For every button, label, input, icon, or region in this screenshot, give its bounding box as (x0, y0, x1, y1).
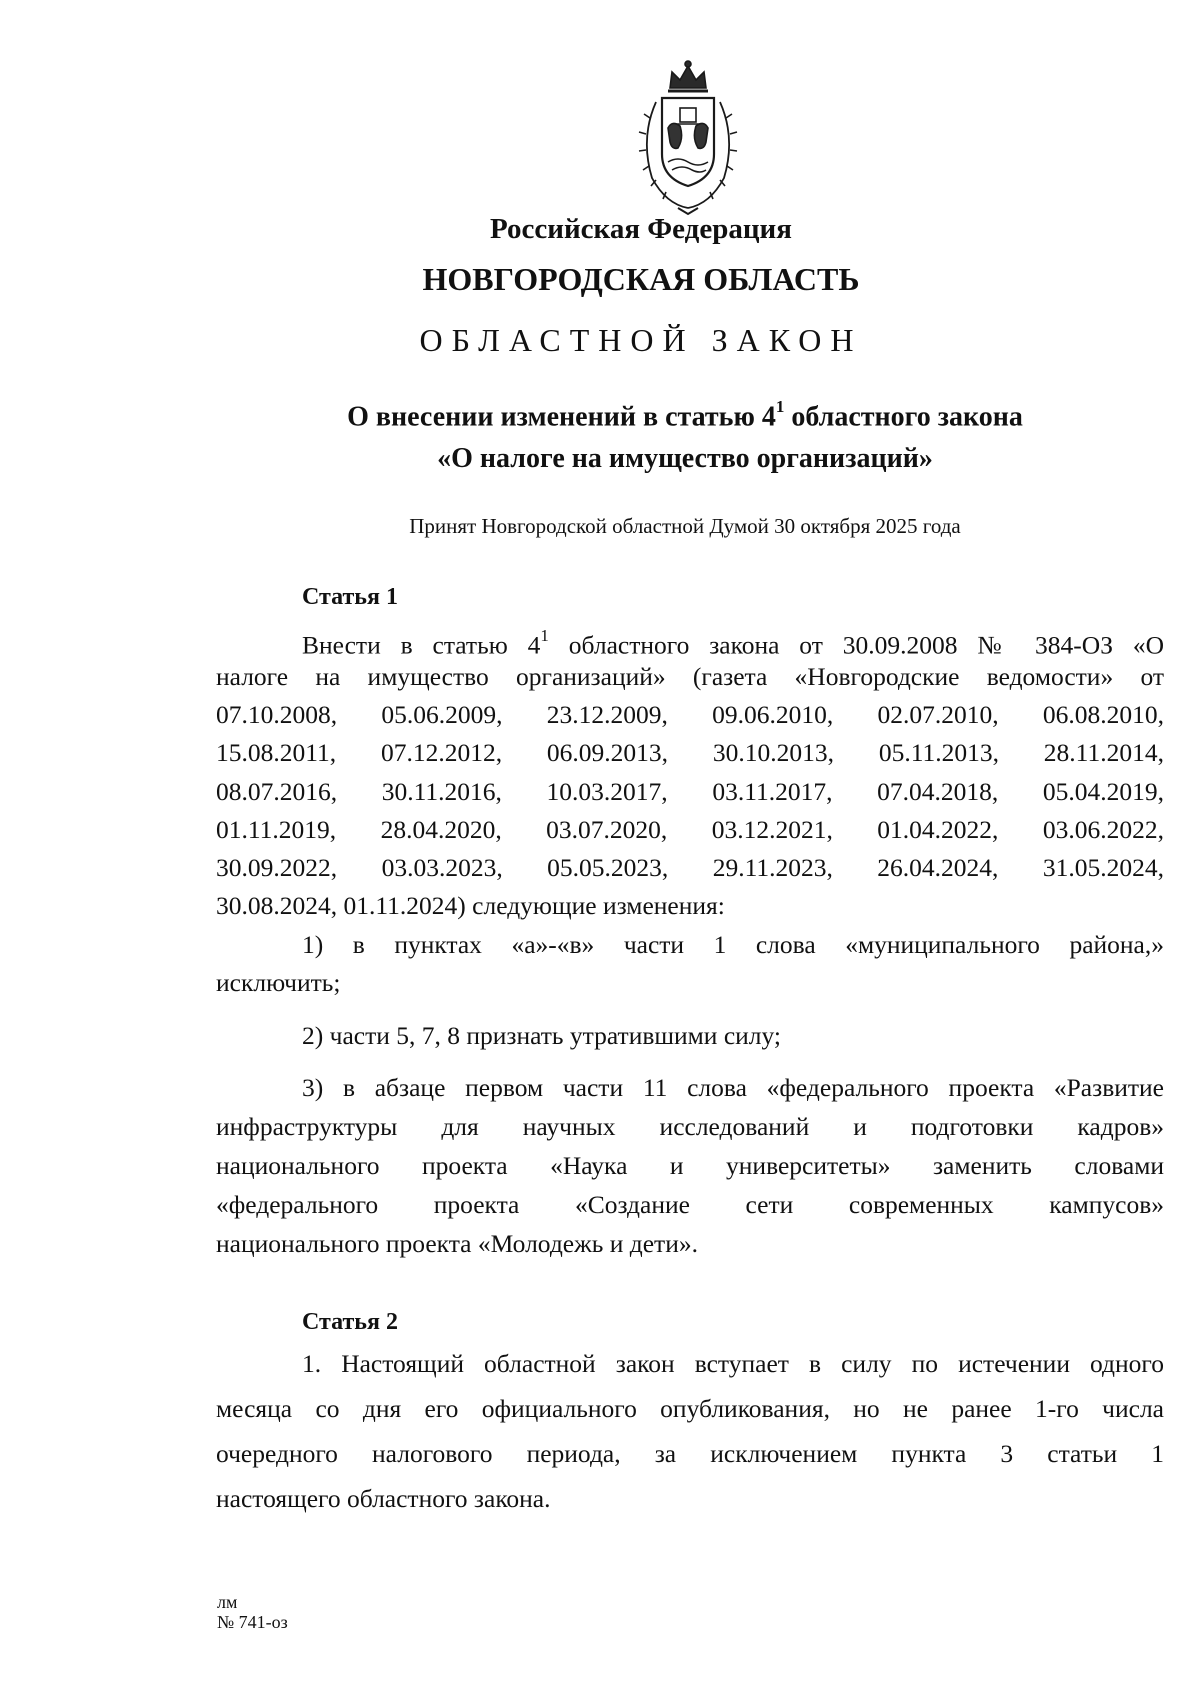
law-title-line-1: О внесении изменений в статью $4^1$ областного закона (347, 397, 1023, 433)
amendment-item-3-continued: «федерального проекта «Создание сети современных кампусов» (216, 1190, 1164, 1219)
amendment-item-3-continued: инфраструктуры для научных исследований и подготовки кадров» (216, 1112, 1164, 1141)
article-2-heading: Статья 2 (302, 1309, 398, 1335)
adoption-note: Принят Новгородской областной Думой 30 октября 2025 года (409, 514, 961, 538)
country-heading: Российская Федерация (490, 213, 792, 245)
article-1-text-line: 01.11.2019, 28.04.2020, 03.07.2020, 03.12.2021, 01.04.2022, 03.06.2022, (216, 815, 1164, 844)
article-1-text-line: 07.10.2008, 05.06.2009, 23.12.2009, 09.06.2010, 02.07.2010, 06.08.2010, (216, 700, 1164, 729)
article-2-text-line: 1. Настоящий областной закон вступает в силу по истечении одного (302, 1349, 1164, 1378)
article-1-text-line: 30.09.2022, 03.03.2023, 05.05.2023, 29.11.2023, 26.04.2024, 31.05.2024, (216, 853, 1164, 882)
article-1-text-line: 08.07.2016, 30.11.2016, 10.03.2017, 03.11.2017, 07.04.2018, 05.04.2019, (216, 777, 1164, 806)
law-title-line-2: «О налоге на имущество организаций» (437, 443, 933, 474)
article-1-text-line: налоге на имущество организаций» (газета «Новгородские ведомости» от (216, 662, 1164, 691)
amendment-item-1-continued: исключить; (216, 968, 341, 997)
article-1-text-line: 30.08.2024, 01.11.2024) следующие изменения: (216, 891, 725, 920)
document-type-heading: ОБЛАСТНОЙ ЗАКОН (419, 322, 863, 358)
amendment-item-1: 1) в пунктах «а»-«в» части 1 слова «муниципального района,» (302, 930, 1164, 959)
amendment-item-3-continued: национального проекта «Молодежь и дети». (216, 1229, 698, 1258)
article-1-text-line: 15.08.2011, 07.12.2012, 06.09.2013, 30.10.2013, 05.11.2013, 28.11.2014, (216, 738, 1164, 767)
coat-of-arms-emblem (626, 58, 750, 216)
executor-initials: лм (217, 1592, 238, 1612)
article-2-text-line: месяца со дня его официального опубликования, но не ранее 1-го числа (216, 1394, 1164, 1423)
amendment-item-2: 2) части 5, 7, 8 признать утратившими силу; (302, 1021, 782, 1050)
amendment-item-3-continued: национального проекта «Наука и университеты» заменить словами (216, 1151, 1164, 1180)
region-heading: НОВГОРОДСКАЯ ОБЛАСТЬ (422, 261, 860, 297)
amendment-item-3: 3) в абзаце первом части 11 слова «федерального проекта «Развитие (302, 1073, 1164, 1102)
article-1-heading: Статья 1 (302, 584, 398, 610)
article-2-text-line: очередного налогового периода, за исключением пункта 3 статьи 1 (216, 1439, 1164, 1468)
article-1-intro: Внести в статью $4^1$ областного закона от 30.09.2008 № 384-ОЗ «О (302, 626, 1165, 660)
article-2-text-line: настоящего областного закона. (216, 1484, 551, 1513)
law-number: № 741-оз (217, 1612, 288, 1632)
